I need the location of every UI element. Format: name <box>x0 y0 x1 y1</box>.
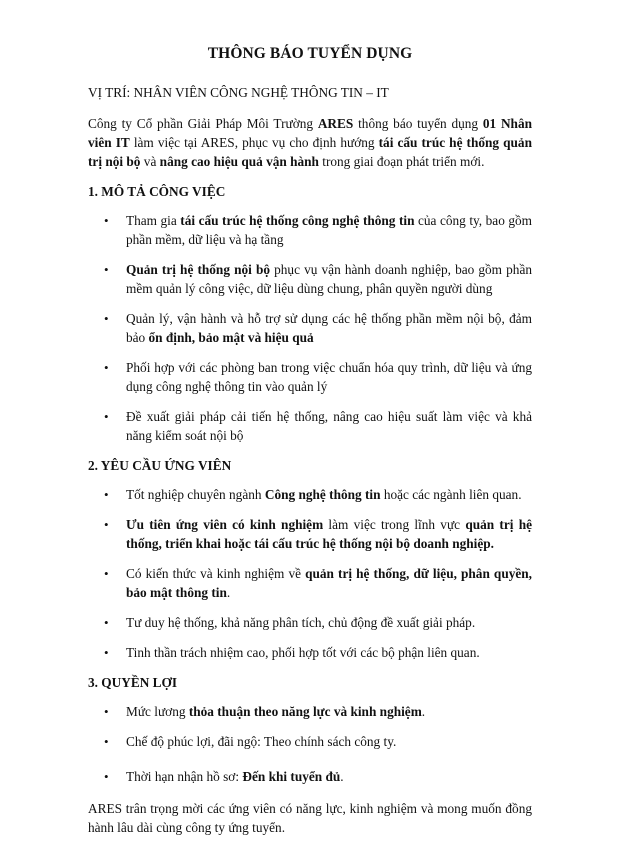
bullet-icon: • <box>104 615 109 630</box>
item-text: Phối hợp với các phòng ban trong việc chuẩn hóa quy trình, dữ liệu và ứng dụng công nghệ thông tin vào quản lý <box>126 360 532 394</box>
item-bold: Quản trị hệ thống nội bộ <box>126 262 271 277</box>
intro-text: thông báo tuyển dụng <box>353 116 483 131</box>
item-bold: quản trị hệ thống, dữ liệu, phân quyền, bảo mật thông tin <box>126 566 532 600</box>
item-bold: tái cấu trúc hệ thống công nghệ thông tin <box>180 213 415 228</box>
job-description-list <box>88 211 532 445</box>
item-text: Chế độ phúc lợi, đãi ngộ: Theo chính sách công ty. <box>126 734 397 749</box>
intro-text: làm việc tại ARES, phục vụ cho định hướng <box>129 135 379 150</box>
benefits-list <box>88 702 532 786</box>
list-item <box>88 643 532 662</box>
list-item <box>88 564 532 602</box>
section-heading-benefits: 3. QUYỀN LỢI <box>88 675 178 690</box>
list-item <box>88 358 532 396</box>
item-text: Tốt nghiệp chuyên ngành <box>126 487 265 502</box>
intro-bold: 01 Nhân viên IT <box>88 116 532 150</box>
page-title: THÔNG BÁO TUYỂN DỤNG <box>207 45 413 62</box>
item-bold: ổn định, bảo mật và hiệu quả <box>148 330 314 345</box>
closing-paragraph: ARES trân trọng mời các ứng viên có năng lực, kinh nghiệm và mong muốn đồng hành lâu dài cùng công ty ứng tuyển. <box>88 801 532 835</box>
item-text: của công ty, bao gồm phần mềm, dữ liệu và hạ tầng <box>126 213 532 247</box>
bullet-icon: • <box>104 409 109 424</box>
item-text: . <box>421 704 426 719</box>
bullet-icon: • <box>104 487 109 502</box>
item-text: Đề xuất giải pháp cải tiến hệ thống, nâng cao hiệu suất làm việc và khả năng kiểm soát nội bộ <box>126 409 532 443</box>
item-text: . <box>340 769 344 784</box>
list-item <box>88 515 532 553</box>
item-bold: quản trị hệ thống, triển khai hoặc tái cấu trúc hệ thống nội bộ doanh nghiệp. <box>126 517 533 551</box>
list-item <box>88 613 532 632</box>
list-item <box>88 485 532 504</box>
bullet-icon: • <box>104 213 109 228</box>
bullet-icon: • <box>104 517 109 532</box>
item-text: Tham gia <box>126 213 181 228</box>
item-text: phục vụ vận hành doanh nghiệp, bao gồm phần mềm quản lý công việc, dữ liệu dùng chung, phân quyền người dùng <box>126 262 532 296</box>
intro-text: Công ty Cổ phần Giải Pháp Môi Trường <box>88 116 318 131</box>
position-line: VỊ TRÍ: NHÂN VIÊN CÔNG NGHỆ THÔNG TIN – IT <box>88 85 389 100</box>
list-item <box>88 211 532 249</box>
item-text: hoặc các ngành liên quan. <box>380 487 522 502</box>
list-item <box>88 702 532 721</box>
list-item <box>88 407 532 445</box>
item-bold: Công nghệ thông tin <box>264 487 381 502</box>
item-text: Có kiến thức và kinh nghiệm về <box>126 566 306 581</box>
intro-bold: tái cấu trúc hệ thống quản trị nội bộ <box>88 135 532 169</box>
item-text: Mức lương <box>126 704 189 719</box>
item-text: Tư duy hệ thống, khả năng phân tích, chủ động đề xuất giải pháp. <box>126 615 476 630</box>
bullet-icon: • <box>104 566 109 581</box>
bullet-icon: • <box>104 704 109 719</box>
list-item <box>88 732 532 751</box>
item-bold: thỏa thuận theo năng lực và kinh nghiệm <box>188 704 422 719</box>
intro-bold: ARES <box>317 116 354 131</box>
item-text: Thời hạn nhận hồ sơ: <box>126 769 243 784</box>
intro-text: và <box>140 154 160 169</box>
bullet-icon: • <box>104 311 109 326</box>
item-bold: Đến khi tuyển đủ <box>242 769 341 784</box>
bullet-icon: • <box>104 769 109 784</box>
bullet-icon: • <box>104 262 109 277</box>
list-item <box>88 260 532 298</box>
item-text: làm việc trong lĩnh vực <box>323 517 466 532</box>
section-heading-requirements: 2. YÊU CẦU ỨNG VIÊN <box>88 458 232 473</box>
section-heading-job-description: 1. MÔ TẢ CÔNG VIỆC <box>88 184 226 199</box>
intro-paragraph <box>88 114 532 171</box>
bullet-icon: • <box>104 734 109 749</box>
item-text: . <box>226 585 231 600</box>
item-text: Quản lý, vận hành và hỗ trợ sử dụng các hệ thống phần mềm nội bộ, đảm bảo <box>126 311 532 345</box>
list-item <box>88 767 532 786</box>
item-text: Tinh thần trách nhiệm cao, phối hợp tốt với các bộ phận liên quan. <box>126 645 480 660</box>
list-item <box>88 309 532 347</box>
intro-bold: nâng cao hiệu quả vận hành <box>159 154 319 169</box>
item-bold: Ưu tiên ứng viên có kinh nghiệm <box>126 517 324 532</box>
bullet-icon: • <box>104 645 109 660</box>
requirements-list <box>88 485 532 662</box>
intro-text: trong giai đoạn phát triển mới. <box>318 154 485 169</box>
bullet-icon: • <box>104 360 109 375</box>
